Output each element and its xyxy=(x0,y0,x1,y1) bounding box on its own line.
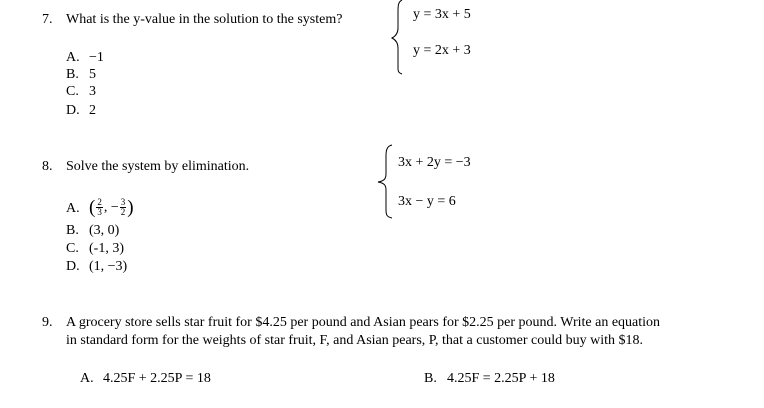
q8-question: Solve the system by elimination. xyxy=(66,159,250,174)
q8-choice-b-letter: B. xyxy=(66,223,79,238)
q7-question: What is the y-value in the solution to the system? xyxy=(66,12,343,27)
q7-number: 7. xyxy=(42,12,53,27)
q9-number: 9. xyxy=(42,315,53,330)
q9-choice-b-letter: B. xyxy=(424,371,437,386)
q8-choice-c-text: (-1, 3) xyxy=(89,241,124,256)
q7-choice-a-letter: A. xyxy=(66,50,80,65)
close-paren: ) xyxy=(127,196,134,218)
q7-choice-a-text: −1 xyxy=(89,50,104,65)
open-paren: ( xyxy=(89,196,96,218)
q8-equation-1: 3x + 2y = −3 xyxy=(398,155,471,170)
q8-choice-d-letter: D. xyxy=(66,259,80,274)
q9-choice-a-text: 4.25F + 2.25P = 18 xyxy=(103,371,211,386)
x-fraction: $\frac{2}{3}$ xyxy=(97,197,102,218)
q7-choice-d-letter: D. xyxy=(66,103,80,118)
q9-choice-b-text: 4.25F = 2.25P + 18 xyxy=(447,371,555,386)
q8-choice-d-text: (1, −3) xyxy=(89,259,128,274)
q9-choice-a-letter: A. xyxy=(80,371,94,386)
q8-left-brace xyxy=(372,144,394,220)
q7-choice-b-letter: B. xyxy=(66,67,79,82)
q9-question-line-1: A grocery store sells star fruit for $4.25 per pound and Asian pears for $2.25 per pound. Write an equation xyxy=(66,315,661,330)
q8-choice-c-letter: C. xyxy=(66,241,79,256)
q8-choice-a-ordered-pair xyxy=(89,197,134,219)
q7-choice-c-letter: C. xyxy=(66,84,79,99)
comma-minus: , − xyxy=(103,200,119,215)
q8-equation-2: 3x − y = 6 xyxy=(398,194,456,209)
y-fraction: $\frac{3}{2}$ xyxy=(120,197,126,218)
q7-choice-c-text: 3 xyxy=(89,84,96,99)
q7-choice-d-text: 2 xyxy=(89,103,96,118)
q8-choice-b-text: (3, 0) xyxy=(89,223,120,238)
q7-equation-2: y = 2x + 3 xyxy=(413,43,471,58)
q8-number: 8. xyxy=(42,159,53,174)
q7-equation-1: y = 3x + 5 xyxy=(413,7,471,22)
q7-choice-b-text: 5 xyxy=(89,67,96,82)
q9-question-line-2: in standard form for the weights of star fruit, F, and Asian pears, P, that a customer could buy with $18. xyxy=(66,333,644,348)
q8-choice-a-letter: A. xyxy=(66,201,80,216)
q7-left-brace xyxy=(390,0,406,76)
